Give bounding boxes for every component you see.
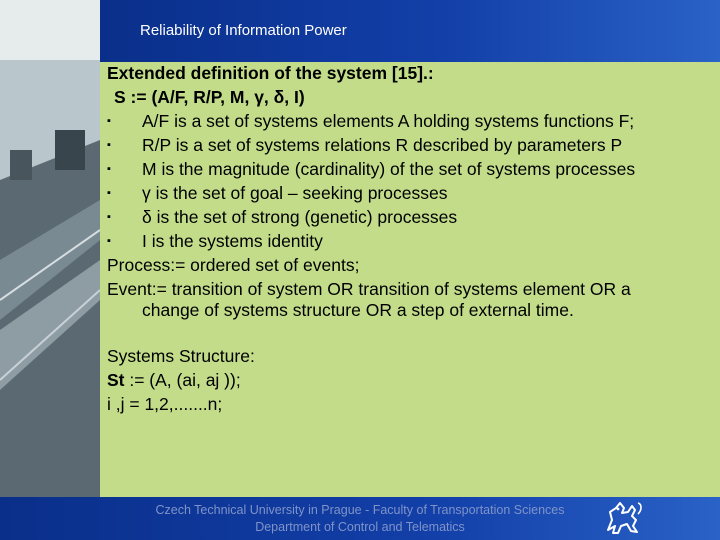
structure-symbol: St <box>107 370 125 390</box>
structure-formula-rest: := (A, (ai, aj )); <box>124 370 241 390</box>
process-definition: Process:= ordered set of events; <box>107 255 360 275</box>
bullet-icon: ▪ <box>107 235 111 247</box>
structure-formula <box>107 368 241 392</box>
decorative-photo-strip <box>0 0 100 497</box>
bullet-icon: ▪ <box>107 115 111 127</box>
footer-university: Czech Technical University in Prague - Faculty of Transportation Sciences <box>155 503 565 517</box>
slide-header <box>100 0 720 62</box>
bullet-icon: ▪ <box>107 211 111 223</box>
definition-heading: Extended definition of the system [15].: <box>107 63 434 83</box>
bullet-icon: ▪ <box>107 163 111 175</box>
structure-heading: Systems Structure: <box>107 346 255 366</box>
list-item-text: I is the systems identity <box>142 231 323 251</box>
event-definition: Event:= transition of system OR transition of systems element OR a <box>107 279 631 299</box>
slide-title: Reliability of Information Power <box>140 22 347 39</box>
bullet-icon: ▪ <box>107 187 111 199</box>
slide-footer <box>0 497 720 540</box>
slide-content <box>100 62 720 497</box>
list-item-text: δ is the set of strong (genetic) processes <box>142 207 458 227</box>
bullet-icon: ▪ <box>107 139 111 151</box>
list-item-text: γ is the set of goal – seeking processes <box>142 183 448 203</box>
index-range: i ,j = 1,2,.......n; <box>107 394 223 414</box>
list-item-text: R/P is a set of systems relations R described by parameters P <box>142 135 623 155</box>
event-definition-continued: change of systems structure OR a step of external time. <box>142 300 574 320</box>
list-item-text: M is the magnitude (cardinality) of the set of systems processes <box>142 159 636 179</box>
list-item-text: A/F is a set of systems elements A holding systems functions F; <box>142 111 635 131</box>
lion-logo-icon <box>602 500 644 536</box>
system-formula: S := (A/F, R/P, M, γ, δ, I) <box>114 87 305 107</box>
footer-department: Department of Control and Telematics <box>255 520 465 534</box>
